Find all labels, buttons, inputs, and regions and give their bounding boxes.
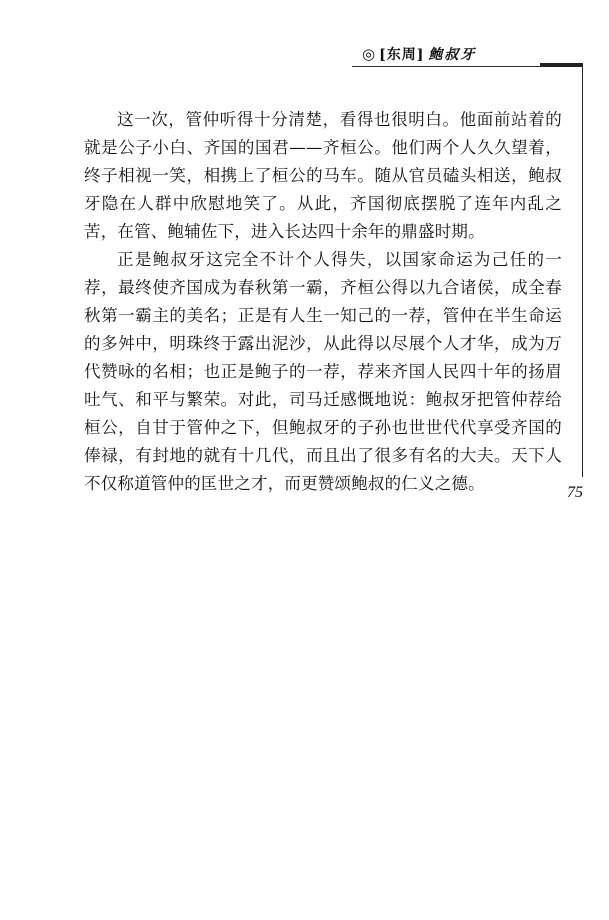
margin-rule xyxy=(582,67,583,477)
body-text xyxy=(84,106,562,498)
header-title: 鲍叔牙 xyxy=(428,47,477,63)
header-section: [东周] xyxy=(379,47,425,63)
page-number: 75 xyxy=(567,484,583,501)
running-header xyxy=(362,43,476,65)
paragraph-1: 这一次，管仲听得十分清楚，看得也很明白。他面前站着的就是公子小白、齐国的国君——齐桓公。他们两个人久久望着，终子相视一笑，相携上了桓公的马车。随从官员磕头相送，鲍叔牙隐在人群中欣慰地笑了。从此，齐国彻底摆脱了连年内乱之苦，在管、鲍辅佐下，进入长达四十余年的鼎盛时期。 xyxy=(84,110,562,241)
paragraph-2: 正是鲍叔牙这完全不计个人得失，以国家命运为己任的一荐，最终使齐国成为春秋第一霸，齐桓公得以九合诸侯，成全春秋第一霸主的美名；正是有人生一知己的一荐，管仲在半生命运的多舛中，明珠终于露出泥沙，从此得以尽展个人才华，成为万代赞咏的名相；也正是鲍子的一荐，荐来齐国人民四十年的扬眉吐气、和平与繁荣。对此，司马迁感慨地说：鲍叔牙把管仲荐给桓公，自甘于管仲之下，但鲍叔牙的子孙也世世代代享受齐国的俸禄，有封地的就有十几代，而且出了很多有名的大夫。天下人不仅称道管仲的匡世之才，而更赞颂鲍叔的仁义之德。 xyxy=(84,250,562,493)
header-bar xyxy=(540,63,583,67)
circle-mark-icon: ◎ xyxy=(362,44,376,63)
header-rule xyxy=(352,66,542,67)
